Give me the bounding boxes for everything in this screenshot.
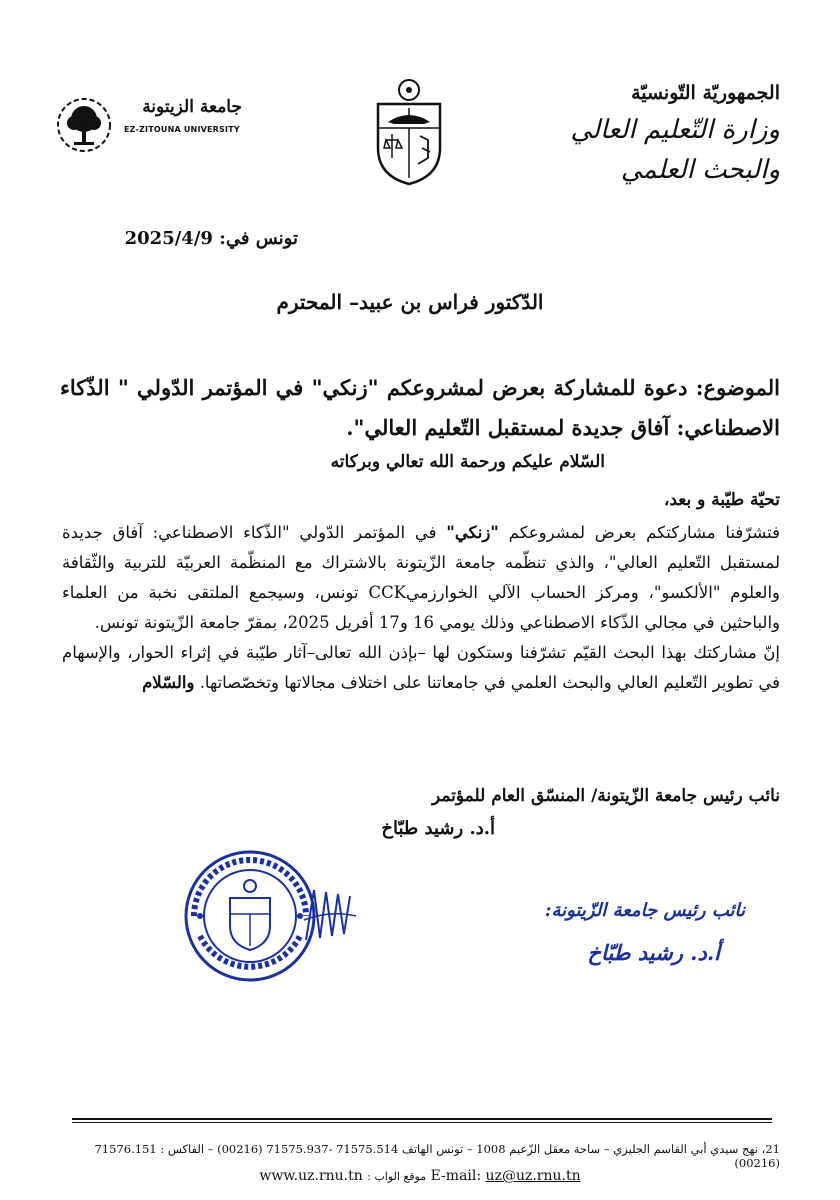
ministry-name-line1: وزارة التّعليم العالي <box>570 115 780 145</box>
date-line <box>78 228 298 249</box>
letter-body <box>62 518 780 698</box>
footer-contact <box>60 1168 780 1184</box>
university-name-ar: جامعة الزيتونة <box>142 97 242 117</box>
stamp-title: نائب رئيس جامعة الزّيتونة: <box>544 900 745 921</box>
ministry-header <box>530 82 780 190</box>
website-label: : موقع الواب <box>367 1170 427 1183</box>
handwritten-signature-icon <box>300 880 360 950</box>
olive-tree-icon <box>52 95 116 155</box>
coat-of-arms-icon <box>368 78 450 188</box>
signatory-title: نائب رئيس جامعة الزّيتونة/ المنسّق العام للمؤتمر <box>431 786 780 806</box>
official-stamp-icon <box>180 846 320 986</box>
footer-divider-thin <box>72 1122 772 1123</box>
date-label: تونس في: <box>219 228 298 249</box>
closing: والسّلام <box>142 673 195 692</box>
university-logo <box>52 95 252 155</box>
salutation: تحيّة طيّبة و بعد، <box>663 490 780 510</box>
subject-line: الموضوع: دعوة للمشاركة بعرض لمشروعكم "زنكي" في المؤتمر الدّولي " الذّكاء الاصطناعي: آفاق جديدة لمستقبل التّعليم العالي". <box>60 375 780 440</box>
footer-address: 21، نهج سيدي أبي القاسم الجليزي – ساحة معقل الزّعيم 1008 – تونس الهاتف 71575.514 -71575.937 (00216) – الفاكس : 71576.151 (00216) <box>94 1142 780 1170</box>
ministry-name-line2: والبحث العلمي <box>620 155 780 185</box>
body-p2-text: إنّ مشاركتك بهذا البحث القيّم تشرّفنا وستكون لها –بإذن الله تعالى–آثار طيّبة في إثراء الحوار، والإسهام في تطوير التّعليم العالي والبحث العلمي في جامعاتنا على اختلاف مجالاتها وتخصّصاتها. <box>62 643 780 692</box>
university-name-en: EZ-ZITOUNA UNIVERSITY <box>124 125 240 134</box>
date-value: 2025/4/9 <box>124 228 213 249</box>
body-paragraph-1 <box>62 518 780 638</box>
stamp-name: أ.د. رشيد طبّاخ <box>587 940 720 965</box>
website-link[interactable]: www.uz.rnu.tn <box>259 1168 363 1184</box>
greeting: السّلام عليكم ورحمة الله تعالي وبركاته <box>330 452 605 472</box>
body-p1-rest: في المؤتمر الدّولي "الذّكاء الاصطناعي: آفاق جديدة لمستقبل التّعليم العالي"، والذي تنظّمه جامعة الزّيتونة بالاشتراك مع المنظّمة العربيّة للتربية والثّقافة والعلوم "الألكسو"، ومركز الحساب الآلي الخوارزميCCK تونس، وسيجمع الملتقى نخبة من العلماء والباحثين في مجالي الذّكاء الاصطناعي وذلك يومي 16 و17 أفريل 2025، بمقرّ جامعة الزّيتونة تونس. <box>62 523 780 632</box>
email-link[interactable]: uz@uz.rnu.tn <box>485 1168 581 1184</box>
addressee: الدّكتور فراس بن عبيد– المحترم <box>276 290 544 314</box>
republic-name: الجمهوريّة التّونسيّة <box>631 82 780 104</box>
signatory-name: أ.د. رشيد طبّاخ <box>381 818 495 839</box>
email-label: E-mail: <box>430 1168 482 1184</box>
body-paragraph-2 <box>62 638 780 698</box>
footer-divider <box>72 1118 772 1120</box>
body-p1-start: فتشرّفنا مشاركتكم بعرض لمشروعكم <box>498 523 780 542</box>
project-name: "زنكي" <box>446 523 499 542</box>
